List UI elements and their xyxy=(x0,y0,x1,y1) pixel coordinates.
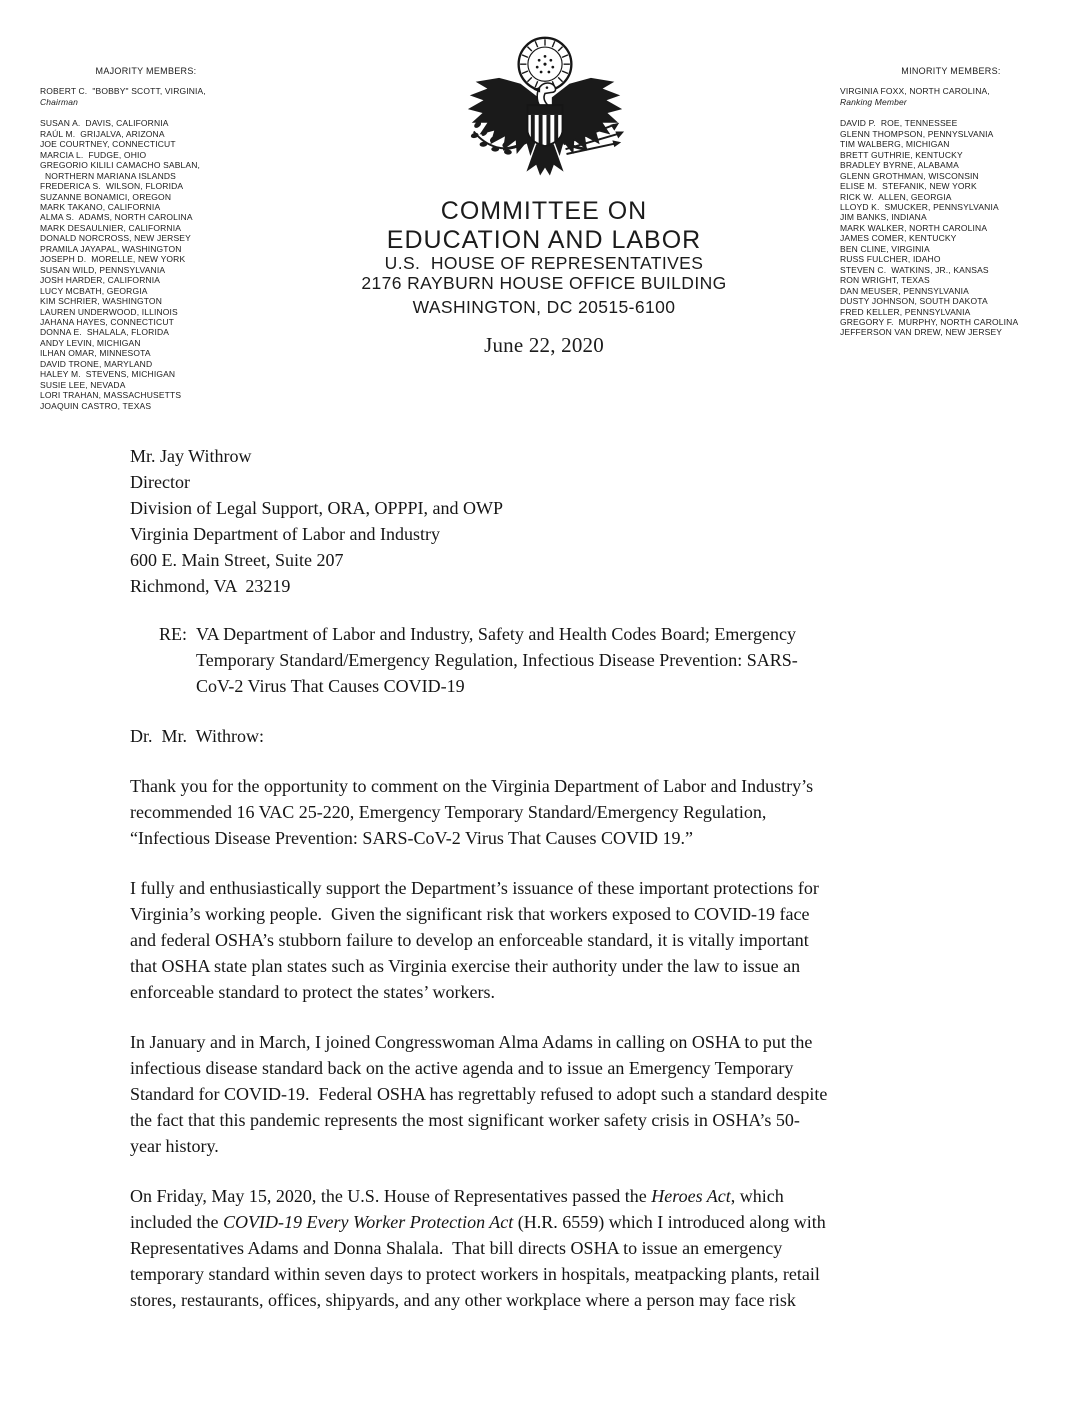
minority-chair-title: Ranking Member xyxy=(840,96,907,107)
body-line: that OSHA state plan states such as Virginia exercise their authority under the law to issue an xyxy=(130,956,801,976)
member-name: BRADLEY BYRNE, ALABAMA xyxy=(840,160,959,171)
re-subject-lines xyxy=(196,621,798,699)
member-name: NORTHERN MARIANA ISLANDS xyxy=(40,170,176,181)
member-name: ANDY LEVIN, MICHIGAN xyxy=(40,337,141,348)
address-line1: 2176 RAYBURN HOUSE OFFICE BUILDING xyxy=(361,272,727,293)
body-line: enforceable standard to protect the states’ workers. xyxy=(130,982,496,1002)
majority-members-list xyxy=(40,118,252,411)
member-name: DAVID P. ROE, TENNESSEE xyxy=(840,118,958,129)
body-line: and federal OSHA’s stubborn failure to develop an enforceable standard, it is vitally important xyxy=(130,930,809,950)
member-name: HALEY M. STEVENS, MICHIGAN xyxy=(40,369,176,380)
paragraph-1 xyxy=(130,773,1010,851)
text-segment: , which xyxy=(730,1186,784,1206)
member-name: ELISE M. STEFANIK, NEW YORK xyxy=(840,181,977,192)
body-line: Virginia’s working people. Given the significant risk that workers exposed to COVID-19 face xyxy=(130,904,810,924)
member-name: BEN CLINE, VIRGINIA xyxy=(840,243,930,254)
member-name: JIM BANKS, INDIANA xyxy=(840,212,927,223)
text-segment: included the xyxy=(130,1212,223,1232)
member-name: JEFFERSON VAN DREW, NEW JERSEY xyxy=(840,327,1003,338)
body-line: recommended 16 VAC 25-220, Emergency Temporary Standard/Emergency Regulation, xyxy=(130,802,767,822)
minority-members-column xyxy=(840,66,1062,338)
member-name: KIM SCHRIER, WASHINGTON xyxy=(40,296,162,307)
re-label: RE: xyxy=(159,624,188,644)
member-name: GLENN GROTHMAN, WISCONSIN xyxy=(840,170,979,181)
member-name: LUCY MCBATH, GEORGIA xyxy=(40,285,148,296)
member-name: JOE COURTNEY, CONNECTICUT xyxy=(40,139,176,150)
member-name: DONNA E. SHALALA, FLORIDA xyxy=(40,327,170,338)
member-name: LAUREN UNDERWOOD, ILLINOIS xyxy=(40,306,178,317)
member-name: ILHAN OMAR, MINNESOTA xyxy=(40,348,151,359)
re-subject-block xyxy=(130,621,1010,699)
recipient-address-line: Richmond, VA 23219 xyxy=(130,576,291,596)
member-name: STEVEN C. WATKINS, JR., KANSAS xyxy=(840,264,989,275)
member-name: MARK TAKANO, CALIFORNIA xyxy=(40,201,161,212)
member-name: LLOYD K. SMUCKER, PENNSYLVANIA xyxy=(840,201,999,212)
text-segment: On Friday, May 15, 2020, the U.S. House of Representatives passed the xyxy=(130,1186,652,1206)
committee-name-line2: EDUCATION AND LABOR xyxy=(386,225,702,254)
member-name: RICK W. ALLEN, GEORGIA xyxy=(840,191,952,202)
member-name: DUSTY JOHNSON, SOUTH DAKOTA xyxy=(840,296,988,307)
member-name: BRETT GUTHRIE, KENTUCKY xyxy=(840,149,963,160)
body-line: infectious disease standard back on the active agenda and to issue an Emergency Temporary xyxy=(130,1058,794,1078)
paragraph-3 xyxy=(130,1029,1010,1159)
org-line: U.S. HOUSE OF REPRESENTATIVES xyxy=(384,253,704,273)
member-name: GLENN THOMPSON, PENNYSLVANIA xyxy=(840,128,994,139)
member-name: GREGORIO KILILI CAMACHO SABLAN, xyxy=(40,160,201,171)
member-name: GREGORY F. MURPHY, NORTH CAROLINA xyxy=(840,316,1019,327)
recipient-address-line: Mr. Jay Withrow xyxy=(130,446,252,466)
re-subject-line: VA Department of Labor and Industry, Safety and Health Codes Board; Emergency xyxy=(196,624,797,644)
text-segment: (H.R. 6559) which I introduced along with xyxy=(513,1212,826,1232)
member-name: JOSEPH D. MORELLE, NEW YORK xyxy=(40,254,186,265)
recipient-address-line: 600 E. Main Street, Suite 207 xyxy=(130,550,344,570)
member-name: MARCIA L. FUDGE, OHIO xyxy=(40,149,147,160)
member-name: DAN MEUSER, PENNSYLVANIA xyxy=(840,285,969,296)
body-line: In January and in March, I joined Congresswoman Alma Adams in calling on OSHA to put the xyxy=(130,1032,813,1052)
body-line: temporary standard within seven days to protect workers in hospitals, meatpacking plants, retail xyxy=(130,1264,820,1284)
majority-chair-title: Chairman xyxy=(40,96,79,107)
member-name: TIM WALBERG, MICHIGAN xyxy=(840,139,950,150)
body-line: “Infectious Disease Prevention: SARS-CoV-2 Virus That Causes COVID 19.” xyxy=(130,828,694,848)
member-name: SUSIE LEE, NEVADA xyxy=(40,379,126,390)
body-line: the fact that this pandemic represents the most significant worker safety crisis in OSHA’s 50- xyxy=(130,1110,800,1130)
body-line: stores, restaurants, offices, shipyards, and any other workplace where a person may face risk xyxy=(130,1290,796,1310)
member-name: DAVID TRONE, MARYLAND xyxy=(40,358,153,369)
member-name: MARK WALKER, NORTH CAROLINA xyxy=(840,222,988,233)
recipient-address xyxy=(130,443,1010,599)
member-name: RON WRIGHT, TEXAS xyxy=(840,275,930,286)
recipient-address-line: Virginia Department of Labor and Industry xyxy=(130,524,440,544)
body-line xyxy=(130,1183,1010,1209)
letter-body xyxy=(130,443,1010,1313)
body-line: year history. xyxy=(130,1136,219,1156)
member-name: RUSS FULCHER, IDAHO xyxy=(840,254,941,265)
member-name: LORI TRAHAN, MASSACHUSETTS xyxy=(40,390,182,401)
body-line: Thank you for the opportunity to comment on the Virginia Department of Labor and Industry’s xyxy=(130,776,814,796)
body-line: I fully and enthusiastically support the Department’s issuance of these important protections for xyxy=(130,878,819,898)
body-line: Representatives Adams and Donna Shalala. That bill directs OSHA to issue an emergency xyxy=(130,1238,783,1258)
member-name: JAMES COMER, KENTUCKY xyxy=(840,233,957,244)
member-name: FREDERICA S. WILSON, FLORIDA xyxy=(40,181,184,192)
member-name: JOSH HARDER, CALIFORNIA xyxy=(40,275,161,286)
recipient-address-line: Division of Legal Support, ORA, OPPPI, and OWP xyxy=(130,498,503,518)
house-seal-eagle-icon xyxy=(462,33,628,193)
italic-text-segment: Heroes Act xyxy=(651,1186,731,1206)
member-name: RAÚL M. GRIJALVA, ARIZONA xyxy=(40,128,165,139)
letter-date: June 22, 2020 xyxy=(484,332,604,357)
salutation: Dr. Mr. Withrow: xyxy=(130,726,264,746)
re-subject-line: CoV-2 Virus That Causes COVID-19 xyxy=(196,676,465,696)
member-name: SUSAN A. DAVIS, CALIFORNIA xyxy=(40,118,169,129)
member-name: SUSAN WILD, PENNSYLVANIA xyxy=(40,264,166,275)
minority-members-heading: MINORITY MEMBERS: xyxy=(901,66,1001,76)
paragraph-2 xyxy=(130,875,1010,1005)
member-name: FRED KELLER, PENNSYLVANIA xyxy=(840,306,971,317)
majority-members-heading: MAJORITY MEMBERS: xyxy=(95,66,197,76)
member-name: DONALD NORCROSS, NEW JERSEY xyxy=(40,233,191,244)
minority-chair-name: VIRGINIA FOXX, NORTH CAROLINA, xyxy=(840,86,990,97)
paragraph-4 xyxy=(130,1183,1010,1313)
committee-name-line1: COMMITTEE ON xyxy=(440,197,648,225)
member-name: JAHANA HAYES, CONNECTICUT xyxy=(40,316,174,327)
member-name: PRAMILA JAYAPAL, WASHINGTON xyxy=(40,243,182,254)
re-subject-line: Temporary Standard/Emergency Regulation, Infectious Disease Prevention: SARS- xyxy=(196,650,798,670)
minority-members-list xyxy=(840,118,1062,338)
member-name: MARK DESAULNIER, CALIFORNIA xyxy=(40,222,182,233)
member-name: SUZANNE BONAMICI, OREGON xyxy=(40,191,172,202)
recipient-address-line: Director xyxy=(130,472,190,492)
majority-chair-name: ROBERT C. "BOBBY" SCOTT, VIRGINIA, xyxy=(40,86,206,97)
member-name: ALMA S. ADAMS, NORTH CAROLINA xyxy=(40,212,193,223)
italic-text-segment: COVID-19 Every Worker Protection Act xyxy=(222,1212,514,1232)
majority-members-column xyxy=(40,66,252,411)
member-name: JOAQUIN CASTRO, TEXAS xyxy=(40,400,152,411)
body-line: Standard for COVID-19. Federal OSHA has regrettably refused to adopt such a standard despite xyxy=(130,1084,828,1104)
committee-header xyxy=(294,197,794,358)
body-line xyxy=(130,1209,1010,1235)
address-line2: WASHINGTON, DC 20515-6100 xyxy=(412,297,676,317)
